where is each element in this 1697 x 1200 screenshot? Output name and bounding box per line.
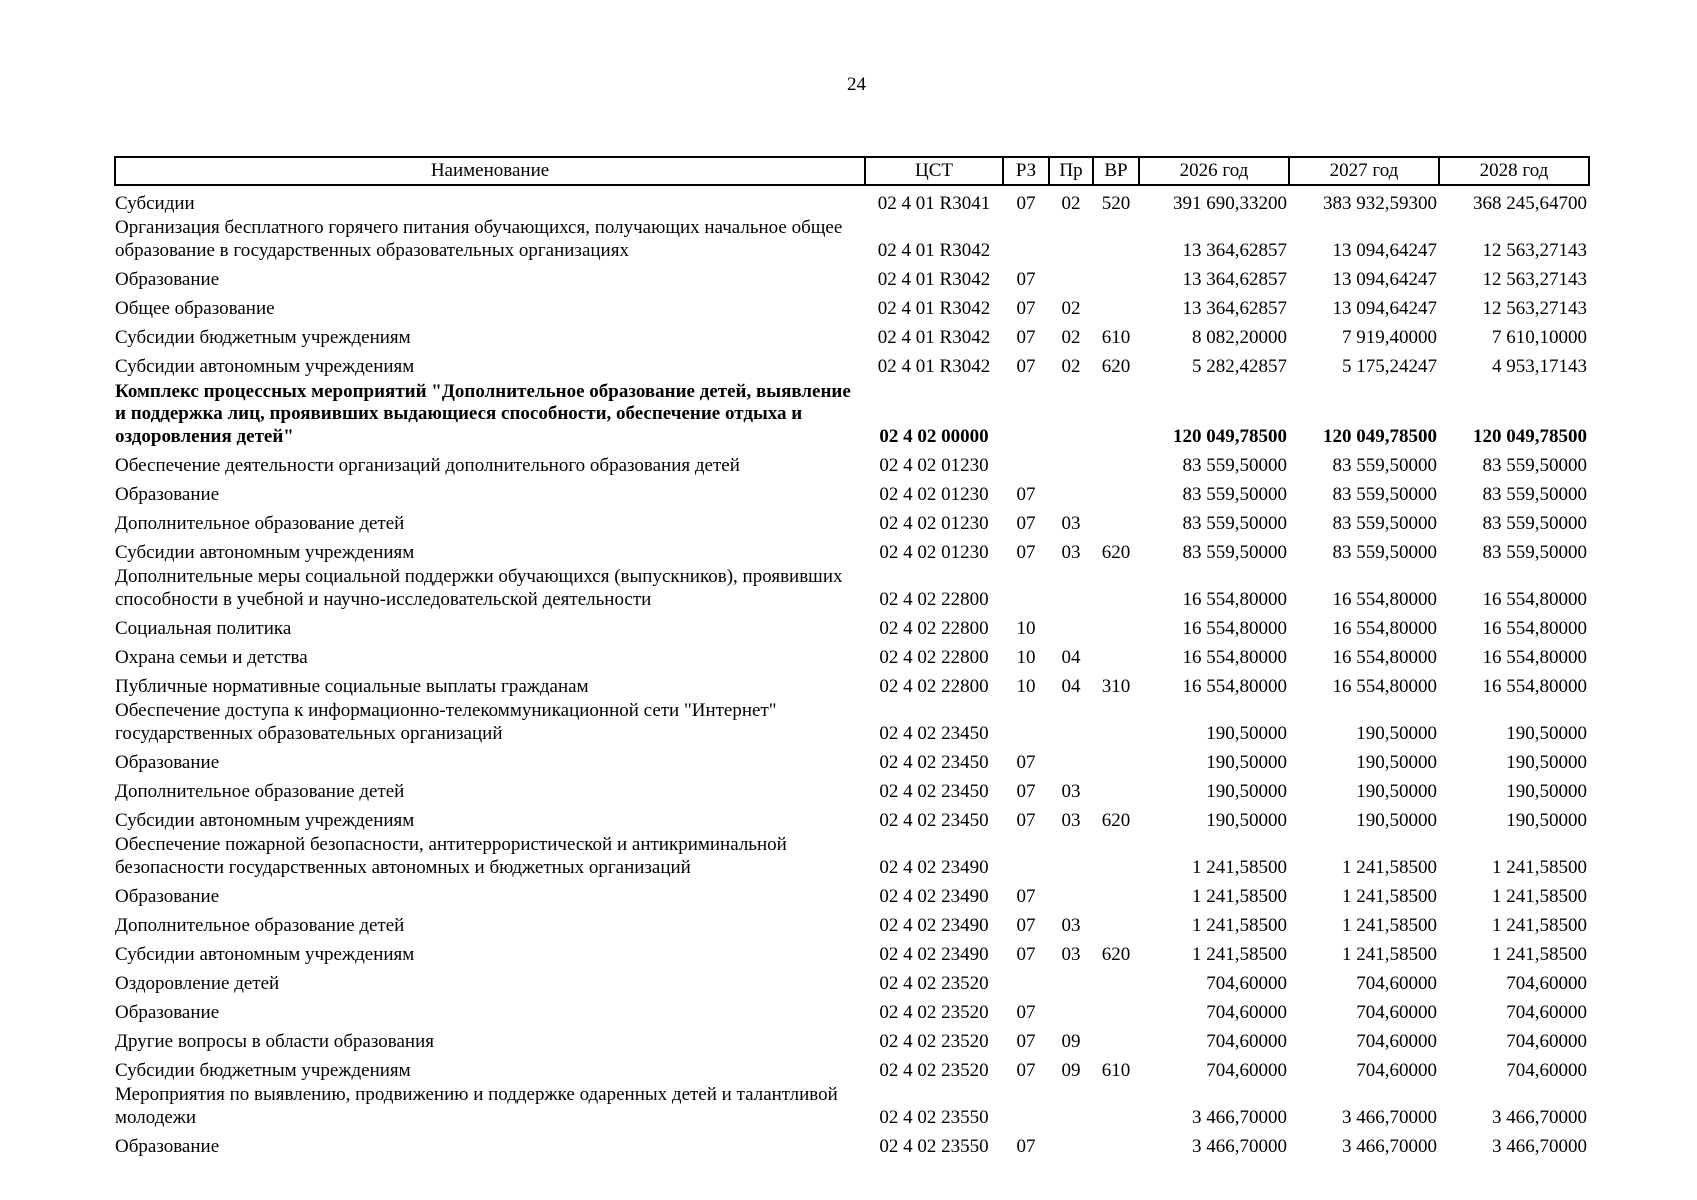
row-rz <box>1003 215 1049 262</box>
table-row <box>115 908 1589 937</box>
row-2026: 190,50000 <box>1206 780 1287 802</box>
row-vr: 610 <box>1101 326 1131 348</box>
row-2028: 704,60000 <box>1506 1030 1587 1052</box>
table-header-row <box>115 157 1589 185</box>
table-row <box>115 506 1589 535</box>
row-name: Комплекс процессных мероприятий "Дополнительное образование детей, выявление и поддержка лиц, проявивших выдающиеся способности, обеспечение отдыха и оздоровления детей" <box>115 380 851 447</box>
row-2026: 1 241,58500 <box>1192 914 1287 936</box>
table-row <box>115 1082 1589 1129</box>
row-name: Субсидии <box>115 192 195 214</box>
row-2027: 1 241,58500 <box>1342 914 1437 936</box>
table-row <box>115 215 1589 262</box>
row-cst: 02 4 02 23550 <box>879 1135 989 1157</box>
row-pr <box>1049 215 1093 262</box>
row-2027: 120 049,78500 <box>1323 425 1437 447</box>
header-vr: ВР <box>1093 157 1139 185</box>
table-row <box>115 185 1589 215</box>
row-2028: 83 559,50000 <box>1482 512 1587 534</box>
row-2028: 3 466,70000 <box>1492 1106 1587 1128</box>
row-name: Оздоровление детей <box>115 972 280 994</box>
row-2026: 704,60000 <box>1206 972 1287 994</box>
table-row <box>115 535 1589 564</box>
row-pr: 09 <box>1061 1030 1081 1052</box>
row-name: Субсидии бюджетным учреждениям <box>115 326 411 348</box>
row-2027: 5 175,24247 <box>1342 355 1437 377</box>
row-pr <box>1049 611 1093 640</box>
row-name: Образование <box>115 1135 220 1157</box>
row-name: Охрана семьи и детства <box>115 646 308 668</box>
row-2027: 190,50000 <box>1356 722 1437 744</box>
row-rz: 07 <box>1016 326 1036 348</box>
row-pr <box>1049 1082 1093 1129</box>
row-vr <box>1093 378 1139 448</box>
row-2027: 1 241,58500 <box>1342 885 1437 907</box>
row-pr <box>1049 698 1093 745</box>
row-2026: 16 554,80000 <box>1182 646 1287 668</box>
row-cst: 02 4 02 22800 <box>879 675 989 697</box>
row-vr <box>1093 291 1139 320</box>
row-2027: 16 554,80000 <box>1332 675 1437 697</box>
row-cst: 02 4 02 23520 <box>879 1030 989 1052</box>
row-pr: 03 <box>1061 512 1081 534</box>
row-pr: 03 <box>1061 780 1081 802</box>
row-2028: 704,60000 <box>1506 1059 1587 1081</box>
row-name: Образование <box>115 268 220 290</box>
row-cst: 02 4 01 R3042 <box>877 268 991 290</box>
row-name: Общее образование <box>115 297 275 319</box>
row-rz: 10 <box>1016 617 1036 639</box>
row-2028: 83 559,50000 <box>1482 541 1587 563</box>
row-cst: 02 4 02 23450 <box>879 722 989 744</box>
row-cst: 02 4 02 01230 <box>879 454 989 476</box>
row-2027: 83 559,50000 <box>1332 483 1437 505</box>
row-cst: 02 4 01 R3042 <box>877 297 991 319</box>
row-vr <box>1093 1082 1139 1129</box>
table-row <box>115 448 1589 477</box>
row-vr <box>1093 640 1139 669</box>
row-2028: 1 241,58500 <box>1492 914 1587 936</box>
row-rz: 07 <box>1016 809 1036 831</box>
row-2028: 190,50000 <box>1506 722 1587 744</box>
row-pr: 04 <box>1061 646 1081 668</box>
row-2026: 704,60000 <box>1206 1001 1287 1023</box>
row-2026: 16 554,80000 <box>1182 617 1287 639</box>
row-vr: 620 <box>1101 943 1131 965</box>
row-rz: 07 <box>1016 297 1036 319</box>
row-2028: 190,50000 <box>1506 780 1587 802</box>
row-cst: 02 4 02 01230 <box>879 483 989 505</box>
row-2026: 83 559,50000 <box>1182 541 1287 563</box>
row-2026: 3 466,70000 <box>1192 1106 1287 1128</box>
row-name: Обеспечение пожарной безопасности, антитеррористической и антикриминальной безопасности государственных автономных и бюджетных организаций <box>115 834 787 878</box>
budget-table <box>114 156 1590 1158</box>
row-rz: 07 <box>1016 885 1036 907</box>
row-rz: 07 <box>1016 483 1036 505</box>
table-row <box>115 995 1589 1024</box>
table-row <box>115 1024 1589 1053</box>
row-cst: 02 4 02 23450 <box>879 751 989 773</box>
row-2027: 83 559,50000 <box>1332 541 1437 563</box>
row-2027: 1 241,58500 <box>1342 943 1437 965</box>
row-name: Мероприятия по выявлению, продвижению и поддержке одаренных детей и талантливой молодежи <box>115 1084 838 1128</box>
header-name: Наименование <box>115 157 865 185</box>
row-rz: 07 <box>1016 1135 1036 1157</box>
table-row <box>115 1053 1589 1082</box>
row-vr <box>1093 262 1139 291</box>
row-rz: 07 <box>1016 1030 1036 1052</box>
row-vr <box>1093 966 1139 995</box>
row-2026: 5 282,42857 <box>1192 355 1287 377</box>
row-2026: 1 241,58500 <box>1192 943 1287 965</box>
header-2026: 2026 год <box>1139 157 1289 185</box>
row-2026: 120 049,78500 <box>1173 425 1287 447</box>
row-vr <box>1093 611 1139 640</box>
row-vr <box>1093 745 1139 774</box>
row-vr <box>1093 774 1139 803</box>
row-vr <box>1093 908 1139 937</box>
row-cst: 02 4 02 23450 <box>879 809 989 831</box>
row-vr <box>1093 477 1139 506</box>
row-pr <box>1049 262 1093 291</box>
row-2026: 8 082,20000 <box>1192 326 1287 348</box>
row-cst: 02 4 02 22800 <box>879 588 989 610</box>
row-2028: 704,60000 <box>1506 1001 1587 1023</box>
table-row <box>115 937 1589 966</box>
table-row <box>115 349 1589 378</box>
row-pr: 03 <box>1061 541 1081 563</box>
table-row <box>115 966 1589 995</box>
row-cst: 02 4 02 22800 <box>879 646 989 668</box>
row-2027: 16 554,80000 <box>1332 646 1437 668</box>
table-row <box>115 320 1589 349</box>
row-2028: 16 554,80000 <box>1482 675 1587 697</box>
row-2026: 16 554,80000 <box>1182 588 1287 610</box>
row-name: Образование <box>115 885 220 907</box>
row-2027: 16 554,80000 <box>1332 588 1437 610</box>
header-pr: Пр <box>1049 157 1093 185</box>
table-row <box>115 640 1589 669</box>
row-2028: 4 953,17143 <box>1492 355 1587 377</box>
row-name: Образование <box>115 483 220 505</box>
row-2028: 12 563,27143 <box>1482 297 1587 319</box>
row-name: Другие вопросы в области образования <box>115 1030 434 1052</box>
row-vr <box>1093 698 1139 745</box>
row-pr: 04 <box>1061 675 1081 697</box>
row-cst: 02 4 02 23520 <box>879 972 989 994</box>
row-2027: 3 466,70000 <box>1342 1106 1437 1128</box>
row-rz: 07 <box>1016 914 1036 936</box>
page-number: 24 <box>847 74 866 95</box>
row-vr <box>1093 1024 1139 1053</box>
row-cst: 02 4 02 23450 <box>879 780 989 802</box>
row-vr: 620 <box>1101 355 1131 377</box>
row-pr <box>1049 995 1093 1024</box>
row-rz <box>1003 378 1049 448</box>
header-2028: 2028 год <box>1439 157 1589 185</box>
row-pr: 02 <box>1061 297 1081 319</box>
row-pr: 03 <box>1061 809 1081 831</box>
row-2027: 190,50000 <box>1356 809 1437 831</box>
row-2026: 13 364,62857 <box>1182 297 1287 319</box>
row-pr: 03 <box>1061 914 1081 936</box>
row-2026: 1 241,58500 <box>1192 885 1287 907</box>
row-2027: 83 559,50000 <box>1332 454 1437 476</box>
row-name: Субсидии автономным учреждениям <box>115 355 415 377</box>
row-pr <box>1049 448 1093 477</box>
row-cst: 02 4 02 23550 <box>879 1106 989 1128</box>
row-2028: 1 241,58500 <box>1492 943 1587 965</box>
row-2027: 704,60000 <box>1356 1059 1437 1081</box>
row-cst: 02 4 02 01230 <box>879 541 989 563</box>
table-row <box>115 698 1589 745</box>
row-vr <box>1093 1129 1139 1158</box>
row-rz: 07 <box>1016 1001 1036 1023</box>
row-2026: 3 466,70000 <box>1192 1135 1287 1157</box>
row-cst: 02 4 01 R3042 <box>877 239 991 261</box>
row-vr: 310 <box>1101 675 1131 697</box>
table-row <box>115 832 1589 879</box>
row-pr <box>1049 745 1093 774</box>
row-pr: 03 <box>1061 943 1081 965</box>
row-2026: 13 364,62857 <box>1182 239 1287 261</box>
row-rz <box>1003 448 1049 477</box>
row-pr <box>1049 477 1093 506</box>
row-cst: 02 4 02 23520 <box>879 1059 989 1081</box>
row-rz <box>1003 698 1049 745</box>
row-2027: 13 094,64247 <box>1332 239 1437 261</box>
table-row <box>115 1129 1589 1158</box>
row-2026: 1 241,58500 <box>1192 856 1287 878</box>
row-vr: 610 <box>1101 1059 1131 1081</box>
header-rz: РЗ <box>1003 157 1049 185</box>
row-name: Образование <box>115 751 220 773</box>
row-rz: 07 <box>1016 268 1036 290</box>
row-pr: 02 <box>1061 326 1081 348</box>
row-2027: 13 094,64247 <box>1332 297 1437 319</box>
row-name: Обеспечение деятельности организаций дополнительного образования детей <box>115 454 740 476</box>
row-2027: 13 094,64247 <box>1332 268 1437 290</box>
row-2028: 368 245,64700 <box>1473 192 1587 214</box>
row-2026: 83 559,50000 <box>1182 483 1287 505</box>
row-2026: 190,50000 <box>1206 751 1287 773</box>
table-row <box>115 477 1589 506</box>
row-2028: 120 049,78500 <box>1473 425 1587 447</box>
row-cst: 02 4 02 23490 <box>879 914 989 936</box>
table-row <box>115 879 1589 908</box>
row-cst: 02 4 02 23490 <box>879 856 989 878</box>
row-2026: 190,50000 <box>1206 722 1287 744</box>
table-row-bold <box>115 378 1589 448</box>
row-vr: 620 <box>1101 809 1131 831</box>
table-row <box>115 669 1589 698</box>
row-2028: 83 559,50000 <box>1482 483 1587 505</box>
row-2027: 704,60000 <box>1356 972 1437 994</box>
row-2027: 83 559,50000 <box>1332 512 1437 534</box>
row-2027: 3 466,70000 <box>1342 1135 1437 1157</box>
table-row <box>115 803 1589 832</box>
row-2027: 16 554,80000 <box>1332 617 1437 639</box>
row-2028: 7 610,10000 <box>1492 326 1587 348</box>
header-cst: ЦСТ <box>865 157 1003 185</box>
row-cst: 02 4 02 23520 <box>879 1001 989 1023</box>
row-rz: 07 <box>1016 512 1036 534</box>
row-pr: 02 <box>1061 355 1081 377</box>
row-cst: 02 4 01 R3042 <box>877 326 991 348</box>
row-cst: 02 4 02 23490 <box>879 885 989 907</box>
row-2026: 704,60000 <box>1206 1059 1287 1081</box>
row-rz: 07 <box>1016 780 1036 802</box>
row-name: Дополнительные меры социальной поддержки обучающихся (выпускников), проявивших способности в учебной и научно-исследовательской деятельности <box>115 566 843 610</box>
row-name: Дополнительное образование детей <box>115 512 405 534</box>
row-name: Образование <box>115 1001 220 1023</box>
row-2027: 704,60000 <box>1356 1030 1437 1052</box>
row-rz: 10 <box>1016 646 1036 668</box>
row-vr <box>1093 832 1139 879</box>
row-name: Публичные нормативные социальные выплаты гражданам <box>115 675 589 697</box>
row-name: Субсидии бюджетным учреждениям <box>115 1059 411 1081</box>
row-pr <box>1049 966 1093 995</box>
row-cst: 02 4 01 R3042 <box>877 355 991 377</box>
row-2028: 16 554,80000 <box>1482 617 1587 639</box>
row-name: Субсидии автономным учреждениям <box>115 541 415 563</box>
row-2026: 391 690,33200 <box>1173 192 1287 214</box>
row-cst: 02 4 02 01230 <box>879 512 989 534</box>
row-2026: 704,60000 <box>1206 1030 1287 1052</box>
row-rz <box>1003 832 1049 879</box>
row-rz: 07 <box>1016 751 1036 773</box>
row-2027: 704,60000 <box>1356 1001 1437 1023</box>
row-cst: 02 4 02 00000 <box>879 425 989 447</box>
row-rz: 10 <box>1016 675 1036 697</box>
table-row <box>115 745 1589 774</box>
row-2027: 383 932,59300 <box>1323 192 1437 214</box>
row-2027: 190,50000 <box>1356 751 1437 773</box>
row-vr: 520 <box>1101 192 1131 214</box>
row-name: Организация бесплатного горячего питания обучающихся, получающих начальное общее образование в государственных образовательных организациях <box>115 217 843 261</box>
row-vr <box>1093 506 1139 535</box>
row-rz: 07 <box>1016 541 1036 563</box>
row-2027: 1 241,58500 <box>1342 856 1437 878</box>
table-row <box>115 291 1589 320</box>
row-2026: 190,50000 <box>1206 809 1287 831</box>
row-2028: 190,50000 <box>1506 751 1587 773</box>
row-pr: 09 <box>1061 1059 1081 1081</box>
row-vr <box>1093 564 1139 611</box>
header-2027: 2027 год <box>1289 157 1439 185</box>
row-vr <box>1093 215 1139 262</box>
row-2028: 1 241,58500 <box>1492 856 1587 878</box>
row-2027: 7 919,40000 <box>1342 326 1437 348</box>
row-pr <box>1049 1129 1093 1158</box>
table-row <box>115 611 1589 640</box>
row-rz <box>1003 1082 1049 1129</box>
row-2028: 190,50000 <box>1506 809 1587 831</box>
row-pr <box>1049 564 1093 611</box>
row-2027: 190,50000 <box>1356 780 1437 802</box>
table-row <box>115 262 1589 291</box>
table-row <box>115 564 1589 611</box>
row-2028: 16 554,80000 <box>1482 646 1587 668</box>
row-rz <box>1003 564 1049 611</box>
row-2028: 12 563,27143 <box>1482 268 1587 290</box>
row-vr: 620 <box>1101 541 1131 563</box>
row-pr: 02 <box>1061 192 1081 214</box>
row-pr <box>1049 378 1093 448</box>
row-pr <box>1049 879 1093 908</box>
row-2028: 12 563,27143 <box>1482 239 1587 261</box>
row-name: Социальная политика <box>115 617 292 639</box>
row-2026: 13 364,62857 <box>1182 268 1287 290</box>
row-cst: 02 4 02 22800 <box>879 617 989 639</box>
row-name: Обеспечение доступа к информационно-телекоммуникационной сети "Интернет" государственных образовательных организаций <box>115 700 777 744</box>
row-2028: 1 241,58500 <box>1492 885 1587 907</box>
table-row <box>115 774 1589 803</box>
row-name: Дополнительное образование детей <box>115 914 405 936</box>
row-name: Дополнительное образование детей <box>115 780 405 802</box>
row-rz <box>1003 966 1049 995</box>
row-name: Субсидии автономным учреждениям <box>115 809 415 831</box>
row-name: Субсидии автономным учреждениям <box>115 943 415 965</box>
row-rz: 07 <box>1016 192 1036 214</box>
row-2028: 704,60000 <box>1506 972 1587 994</box>
row-pr <box>1049 832 1093 879</box>
row-2026: 83 559,50000 <box>1182 454 1287 476</box>
row-vr <box>1093 448 1139 477</box>
row-rz: 07 <box>1016 943 1036 965</box>
row-2028: 3 466,70000 <box>1492 1135 1587 1157</box>
row-cst: 02 4 02 23490 <box>879 943 989 965</box>
row-2028: 83 559,50000 <box>1482 454 1587 476</box>
row-2026: 16 554,80000 <box>1182 675 1287 697</box>
row-vr <box>1093 995 1139 1024</box>
row-2026: 83 559,50000 <box>1182 512 1287 534</box>
row-cst: 02 4 01 R3041 <box>877 192 991 214</box>
row-rz: 07 <box>1016 1059 1036 1081</box>
row-rz: 07 <box>1016 355 1036 377</box>
row-2028: 16 554,80000 <box>1482 588 1587 610</box>
row-vr <box>1093 879 1139 908</box>
